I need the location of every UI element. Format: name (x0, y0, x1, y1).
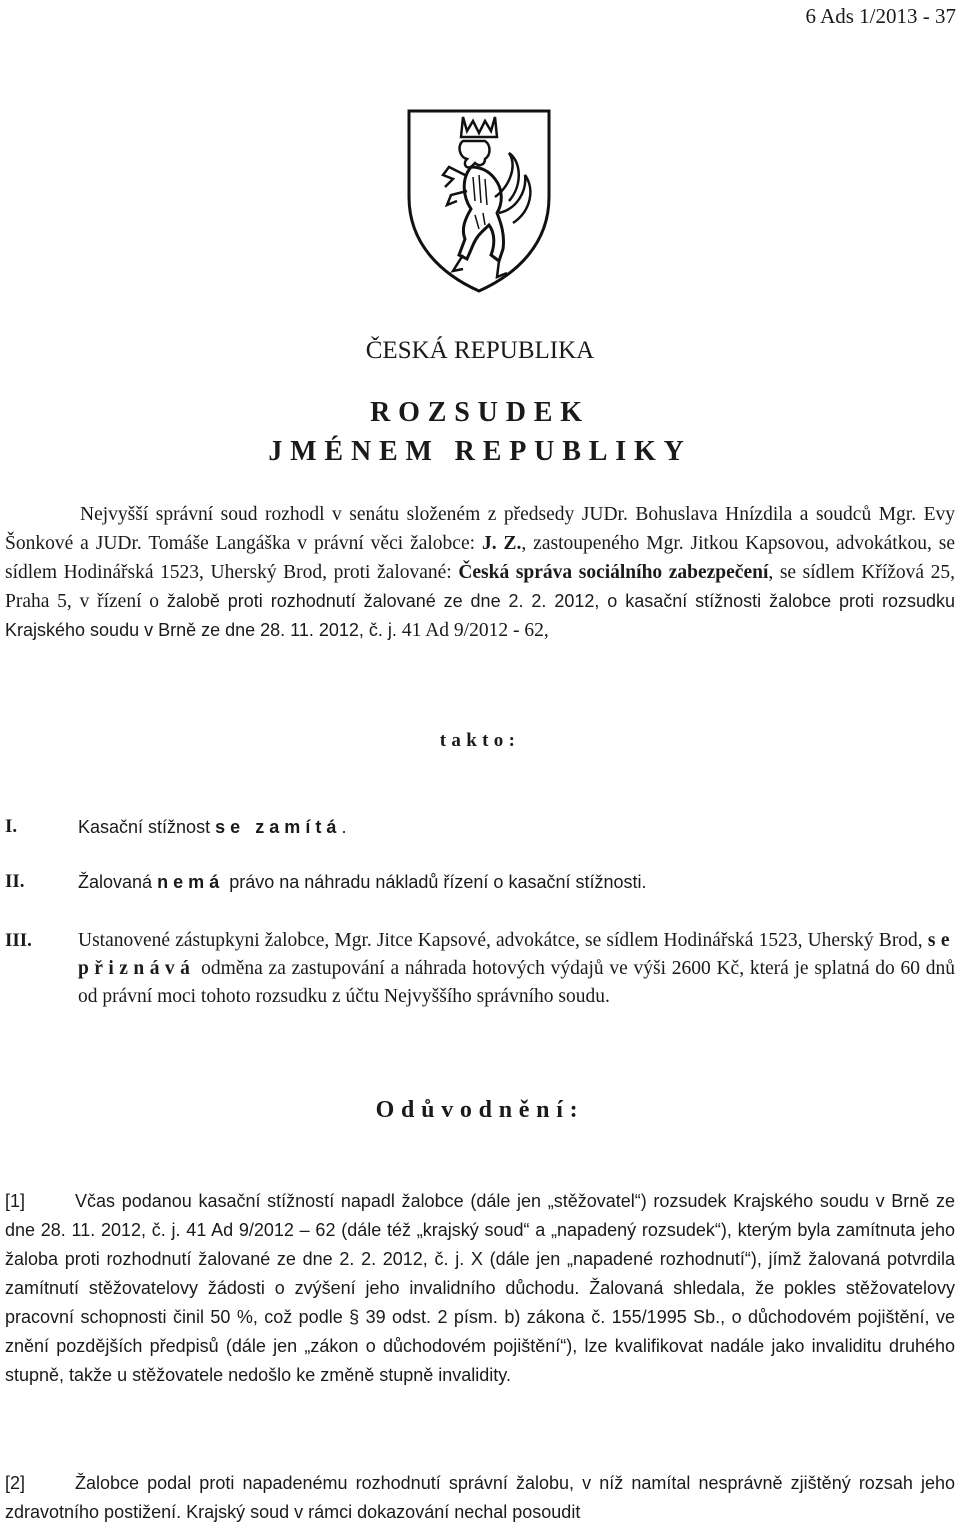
intro-paragraph (5, 500, 955, 645)
country-heading: ČESKÁ REPUBLIKA (365, 337, 595, 364)
verdict-text: Žalovaná nemá právo na náhradu nákladů řízení o kasační stížnosti. (78, 872, 647, 892)
verdict-text: Kasační stížnost se zamítá. (78, 817, 347, 837)
intro-text-1: Nejvyšší správní soud rozhodl v senátu složeném z předsedy JUDr. Bohuslava Hnízdila a soudců Mgr. Evy Šonkové a JUDr. Tomáše Langáška v právní věci žalobce: (5, 504, 955, 554)
judgment-title: ROZSUDEK (370, 397, 590, 428)
reasoning-paragraph (5, 1469, 955, 1527)
case-number: 6 Ads 1/2013 - 37 (805, 4, 956, 28)
intro-text-5: 41 Ad 9/2012 - 62, (401, 620, 549, 641)
judgment-subtitle: JMÉNEM REPUBLIKY (268, 436, 692, 467)
reasoning-paragraph (5, 1187, 955, 1390)
reasoning-heading: Odůvodnění: (375, 1097, 585, 1123)
verdict-number: I. (5, 816, 18, 837)
plaintiff-name: J. Z. (481, 533, 522, 554)
defendant-name: Česká správa sociálního zabezpečení (458, 562, 769, 583)
paragraph-text: Včas podanou kasační stížností napadl žalobce (dále jen „stěžovatel“) rozsudek Krajského soudu v Brně ze dne 28. 11. 2012, č. j. 41 Ad 9/2012 – 62 (dále též „krajský soud“ a „napadený rozsudek“), kterým byla zamítnuta jeho žaloba proti rozhodnutí žalované ze dne 2. 2. 2012, č. j. X (dále jen „napadené rozhodnutí“), jímž žalovaná potvrdila zamítnutí stěžovatelovy žádosti o zvýšení jeho invalidního důchodu. Žalovaná shledala, že pokles stěžovatelovy pracovní schopnosti činil 50 %, což podle § 39 odst. 2 písm. b) zákona č. 155/1995 Sb., o důchodovém pojištění, ve znění pozdějších předpisů (dále jen „zákon o důchodovém pojištění“), lze kvalifikovat nadále jako invaliditu druhého stupně, takže u stěžovatele nedošlo ke změně stupně invalidity. (5, 1191, 955, 1385)
verdict-number: III. (5, 930, 32, 951)
czech-coat-of-arms-icon (405, 105, 553, 295)
paragraph-number: [2] (5, 1473, 26, 1493)
intro-text-4: žalobě proti rozhodnutí žalované ze dne 2. 2. 2012, o kasační stížnosti žalobce proti rozsudku Krajského soudu v Brně ze dne 28. 11. 2012, č. j. (5, 591, 955, 640)
verdict-number: II. (5, 871, 25, 892)
takto-heading: takto: (439, 730, 521, 751)
intro-text-2: , zastoupeného Mgr. Jitkou Kapsovou, advokátkou, se sídlem Hodinářská 1523, Uherský Brod, proti žalované: (5, 533, 956, 583)
intro-text-3: , se sídlem Křížová 25, Praha 5, v řízení o (5, 562, 956, 612)
paragraph-number: [1] (5, 1191, 26, 1211)
paragraph-text: Žalobce podal proti napadenému rozhodnutí správní žalobu, v níž namítal nesprávně zjištěný rozsah jeho zdravotního postižení. Krajský soud v rámci dokazování nechal posoudit (5, 1473, 955, 1522)
verdict-text: Ustanovené zástupkyni žalobce, Mgr. Jitce Kapsové, advokátce, se sídlem Hodinářská 1523, Uherský Brod, se přiznává odměna za zastupování a náhrada hotových výdajů ve výši 2600 Kč, která je splatná do 60 dnů od právní moci tohoto rozsudku z účtu Nejvyššího správního soudu. (78, 930, 955, 1007)
